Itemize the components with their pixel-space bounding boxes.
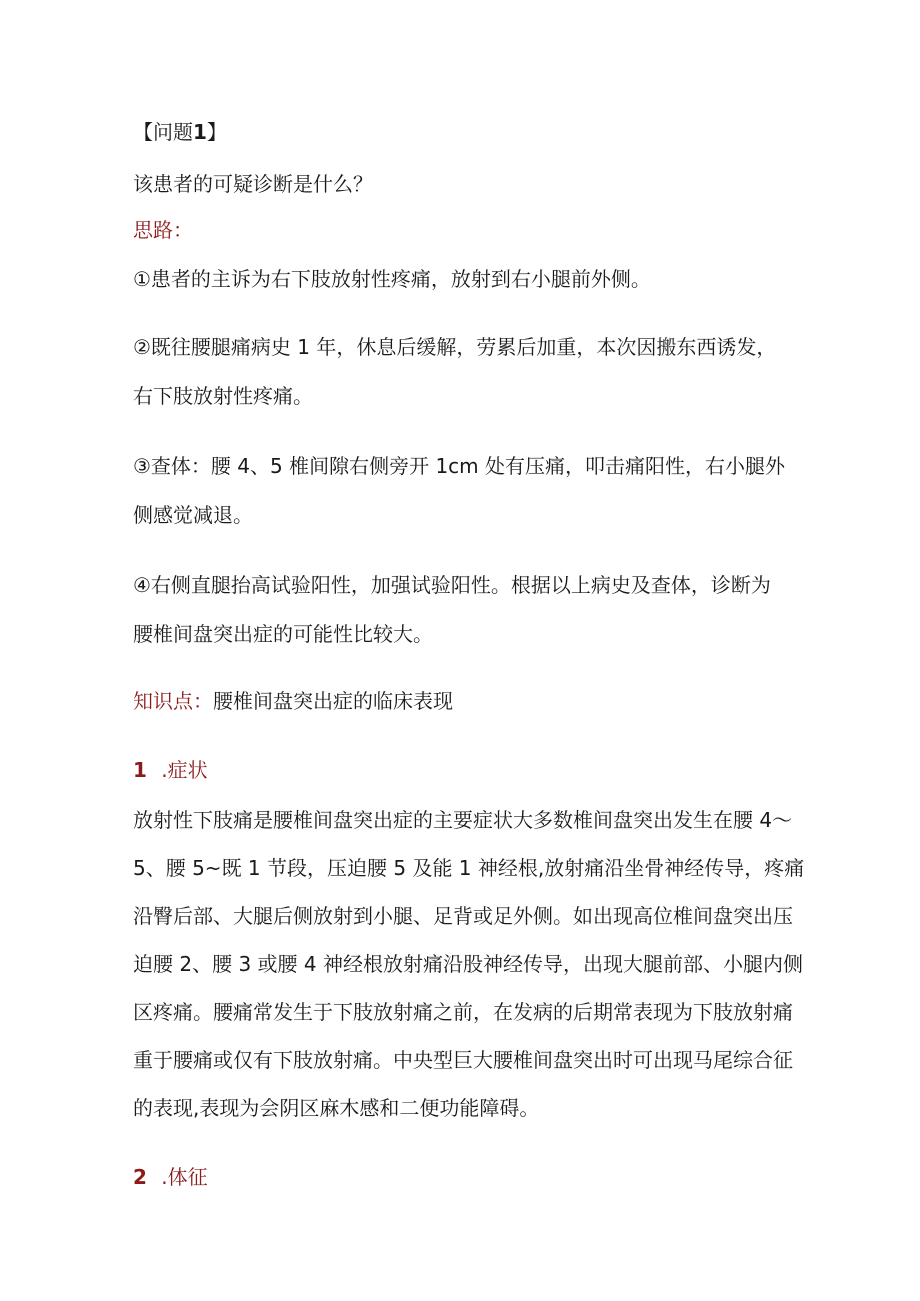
section-1-number: 1 xyxy=(133,758,147,782)
section-1-line-5: 区疼痛。腰痛常发生于下肢放射痛之前，在发病的后期常表现为下肢放射痛 xyxy=(133,1000,793,1024)
section-1-line-1: 放射性下肢痛是腰椎间盘突出症的主要症状大多数椎间盘突出发生在腰 4〜 xyxy=(133,808,793,832)
section-1-line-2: 5、腰 5~既 1 节段，压迫腰 5 及能 1 神经根,放射痛沿坐骨神经传导，疼痛 xyxy=(133,856,805,880)
section-1-heading xyxy=(133,756,208,784)
knowledge-text: 腰椎间盘突出症的临床表现 xyxy=(213,689,453,713)
point-3-line-2: 侧感觉减退。 xyxy=(133,503,253,527)
point-4-line-1: ④右侧直腿抬高试验阳性，加强试验阳性。根据以上病史及查体，诊断为 xyxy=(133,573,771,597)
section-1-line-6: 重于腰痛或仅有下肢放射痛。中央型巨大腰椎间盘突出时可出现马尾综合征 xyxy=(133,1048,793,1072)
knowledge-label: 知识点： xyxy=(133,689,213,713)
knowledge-point xyxy=(133,687,453,715)
section-1-line-7: 的表现,表现为会阴区麻木感和二便功能障碍。 xyxy=(133,1096,540,1120)
section-1-line-3: 沿臀后部、大腿后侧放射到小腿、足背或足外侧。如出现高位椎间盘突出压 xyxy=(133,904,793,928)
point-1-line-1: ①患者的主诉为右下肢放射性疼痛，放射到右小腿前外侧。 xyxy=(133,267,651,291)
question-bracket-open: 【问题 xyxy=(133,120,193,144)
question-number: 1 xyxy=(193,120,207,144)
point-3-line-1: ③查体：腰 4、5 椎间隙右侧旁开 1cm 处有压痛，叩击痛阳性，右小腿外 xyxy=(133,454,786,478)
approach-label: 思路： xyxy=(133,218,193,242)
section-2-title: .体征 xyxy=(161,1165,208,1189)
point-2-line-2: 右下肢放射性疼痛。 xyxy=(133,384,313,408)
section-1-line-4: 迫腰 2、腰 3 或腰 4 神经根放射痛沿股神经传导，出现大腿前部、小腿内侧 xyxy=(133,952,803,976)
point-4-line-2: 腰椎间盘突出症的可能性比较大。 xyxy=(133,622,433,646)
section-1-title: .症状 xyxy=(161,758,208,782)
section-2-number: 2 xyxy=(133,1165,147,1189)
point-2-line-1: ②既往腰腿痛病史 1 年，休息后缓解，劳累后加重，本次因搬东西诱发， xyxy=(133,335,777,359)
question-heading xyxy=(133,118,227,146)
section-2-heading xyxy=(133,1163,208,1191)
question-text: 该患者的可疑诊断是什么？ xyxy=(133,172,373,196)
question-bracket-close: 】 xyxy=(206,120,227,144)
